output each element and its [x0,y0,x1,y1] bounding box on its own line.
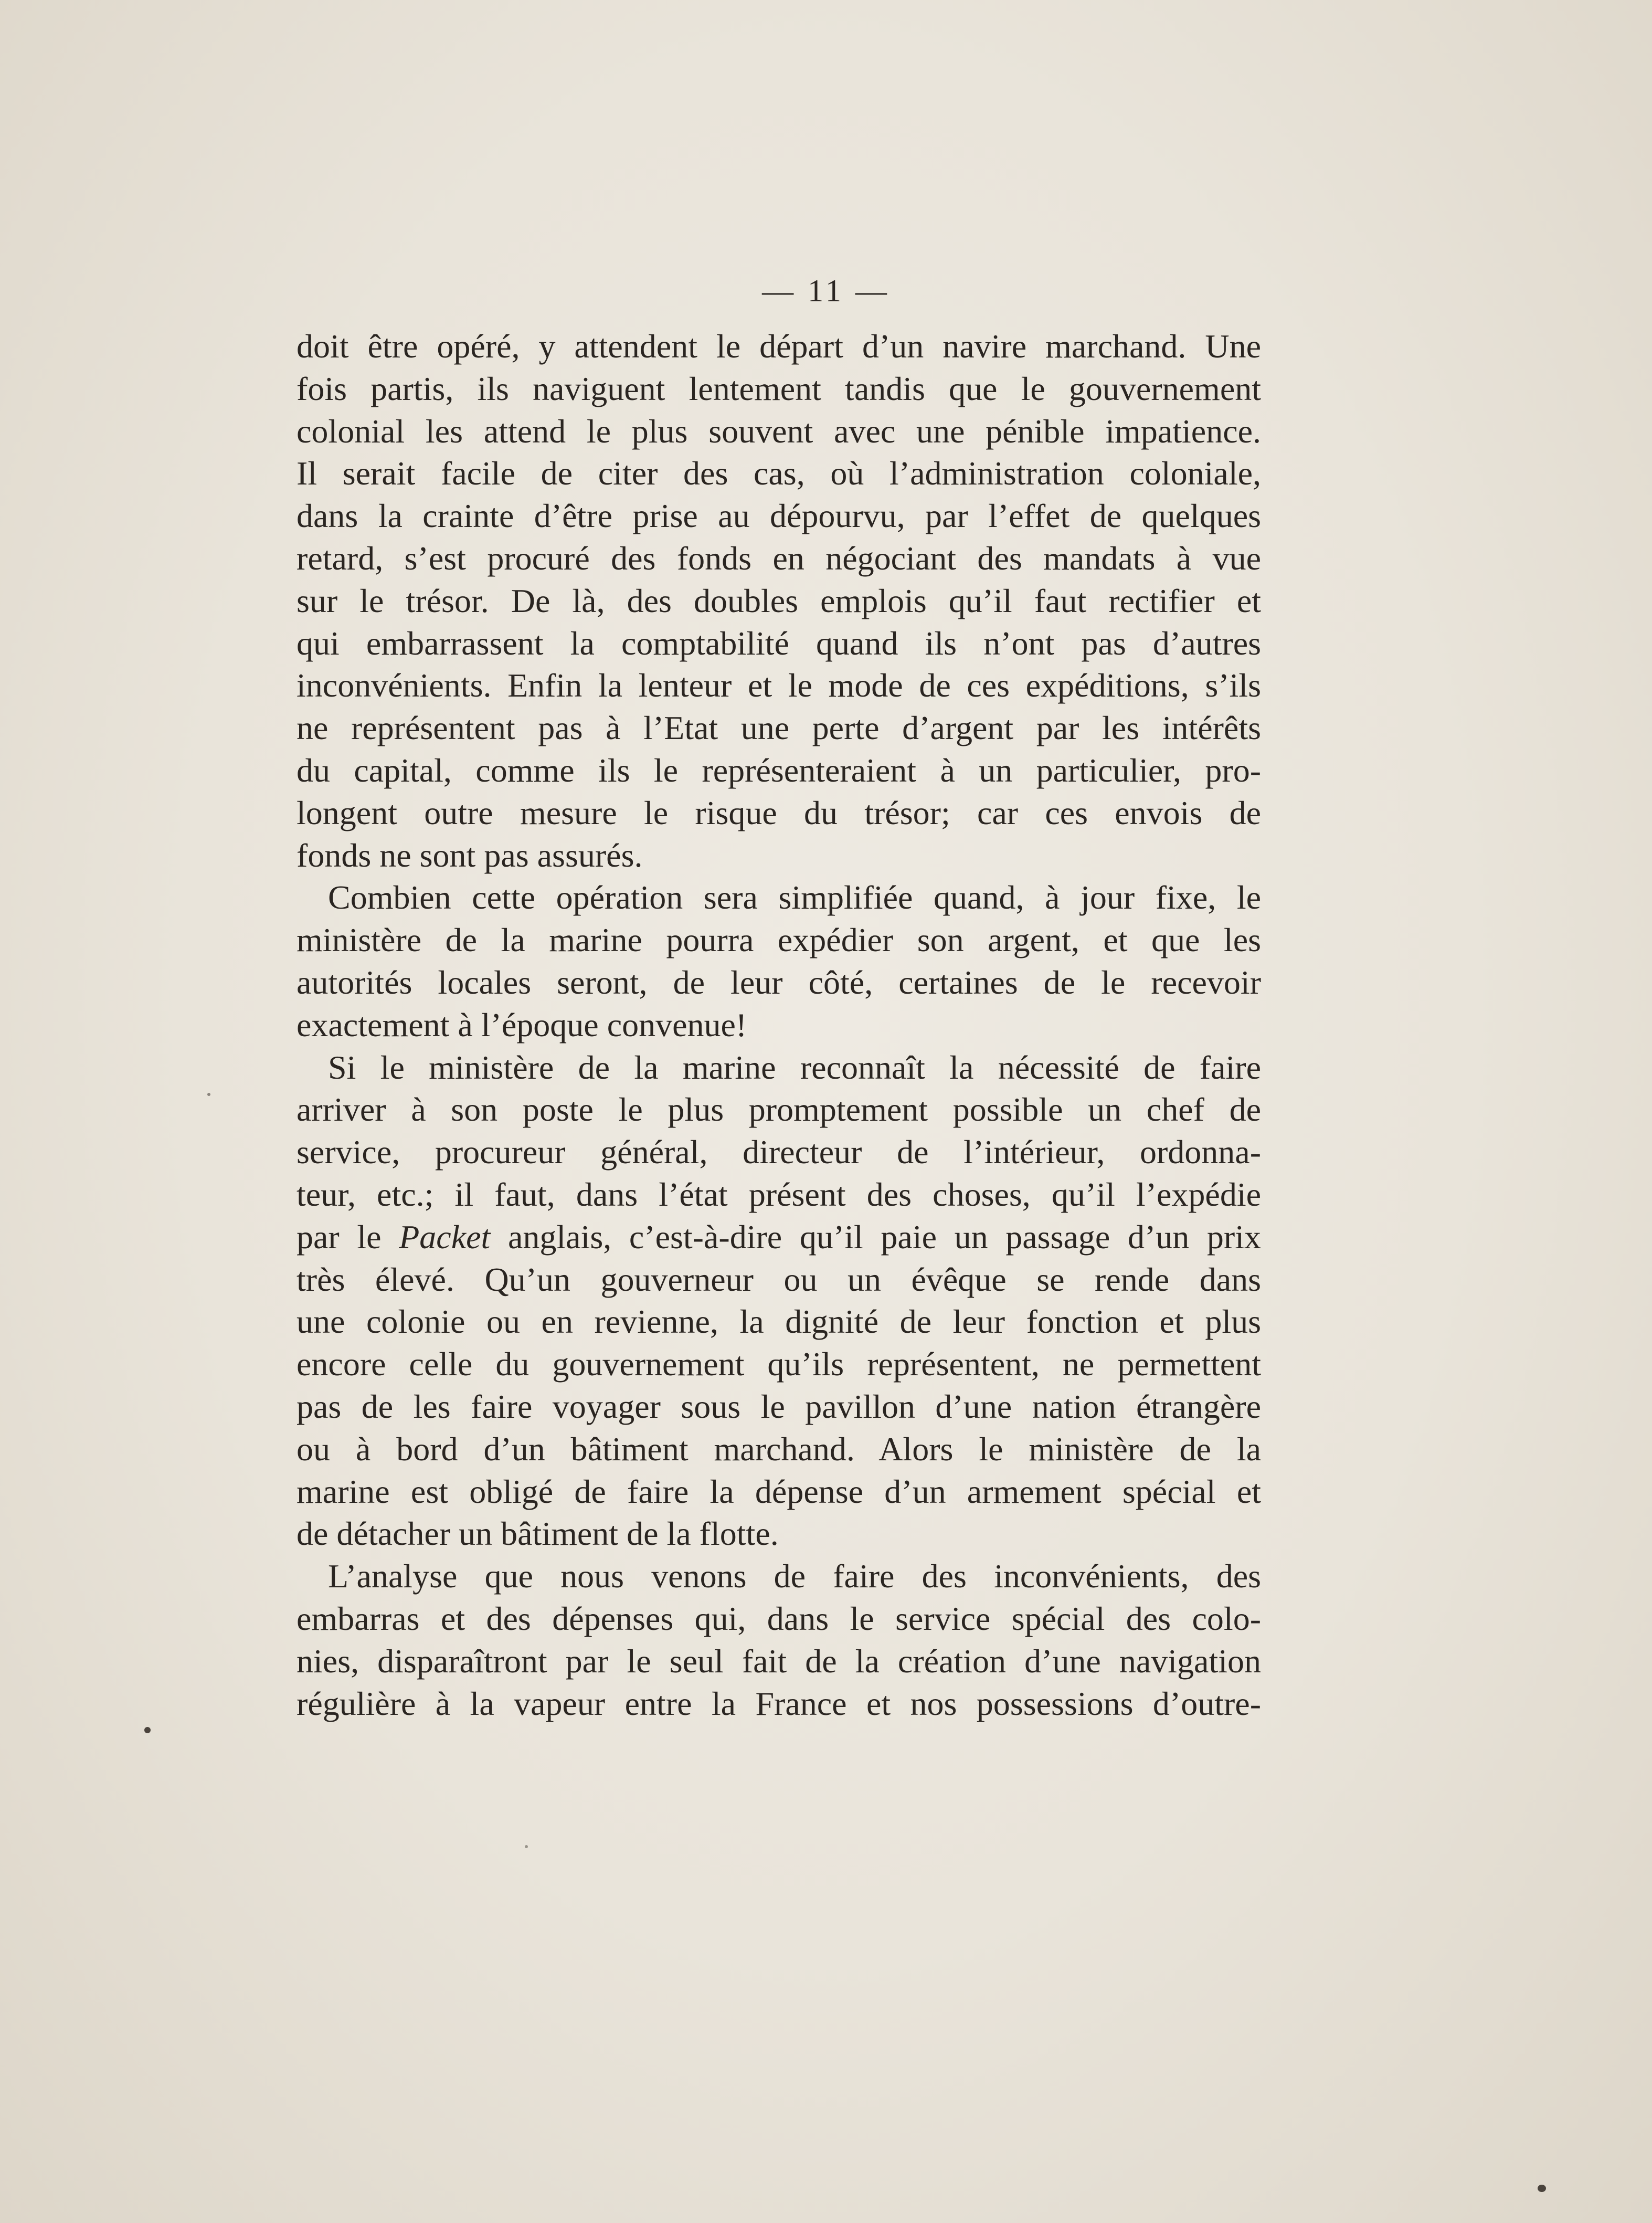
text-line: embarras et des dépenses qui, dans le service spécial des colo- [296,1599,1261,1637]
text-line: longent outre mesure le risque du trésor; car ces envois de [296,794,1261,831]
paper-speck [525,1845,528,1848]
page-number: — 11 — [762,273,890,308]
text-line: Si le ministère de la marine reconnaît la nécessité de faire [328,1048,1261,1086]
text-line: régulière à la vapeur entre la France et nos possessions d’outre- [296,1684,1261,1722]
text-line: arriver à son poste le plus promptement possible un chef de [296,1091,1261,1129]
body-text [296,325,1261,1725]
text-line: Combien cette opération sera simplifiée quand, à jour fixe, le [328,879,1261,916]
text-line: marine est obligé de faire la dépense d’un armement spécial et [296,1472,1261,1510]
text-line: teur, etc.; il faut, dans l’état présent des choses, qu’il l’expédie [296,1175,1261,1213]
text-line: ou à bord d’un bâtiment marchand. Alors le ministère de la [296,1430,1261,1468]
text-line: encore celle du gouvernement qu’ils représentent, ne permettent [296,1345,1261,1383]
text-line: nies, disparaîtront par le seul fait de la création d’une navigation [296,1642,1261,1680]
text-line: ministère de la marine pourra expédier son argent, et que les [296,921,1261,959]
text-line: sur le trésor. De là, des doubles emplois qu’il faut rectifier et [296,582,1261,619]
paper-speck [207,1093,210,1096]
text-line: ne représentent pas à l’Etat une perte d’argent par les intérêts [296,709,1261,747]
text-line: L’analyse que nous venons de faire des inconvénients, des [328,1557,1261,1595]
text-line: fonds ne sont pas assurés. [296,836,643,874]
text-line: par le Packet anglais, c’est-à-dire qu’il paie un passage d’un prix [296,1218,1262,1256]
text-line: Il serait facile de citer des cas, où l’administration coloniale, [296,455,1261,492]
text-line: retard, s’est procuré des fonds en négociant des mandats à vue [296,539,1261,577]
text-line: pas de les faire voyager sous le pavillon d’une nation étrangère [296,1387,1261,1425]
text-line: une colonie ou en revienne, la dignité de leur fonction et plus [296,1303,1261,1341]
text-line: inconvénients. Enfin la lenteur et le mode de ces expéditions, s’ils [296,667,1261,704]
text-line: très élevé. Qu’un gouverneur ou un évêque se rende dans [296,1260,1261,1298]
text-line: dans la crainte d’être prise au dépourvu, par l’effet de quelques [296,497,1261,535]
text-line: exactement à l’époque convenue! [296,1006,747,1044]
text-line: du capital, comme ils le représenteraient à un particulier, pro- [296,751,1261,789]
paper-speck [144,1727,151,1733]
text-line: fois partis, ils naviguent lentement tandis que le gouvernement [296,370,1261,407]
text-line: doit être opéré, y attendent le départ d’un navire marchand. Une [296,328,1261,365]
text-line: de détacher un bâtiment de la flotte. [296,1515,779,1553]
text-line: service, procureur général, directeur de l’intérieur, ordonna- [296,1133,1261,1171]
text-line: colonial les attend le plus souvent avec une pénible impatience. [296,412,1261,450]
paper-speck [1538,2185,1546,2192]
text-line: autorités locales seront, de leur côté, certaines de le recevoir [296,963,1261,1001]
text-line: qui embarrassent la comptabilité quand ils n’ont pas d’autres [296,624,1261,662]
